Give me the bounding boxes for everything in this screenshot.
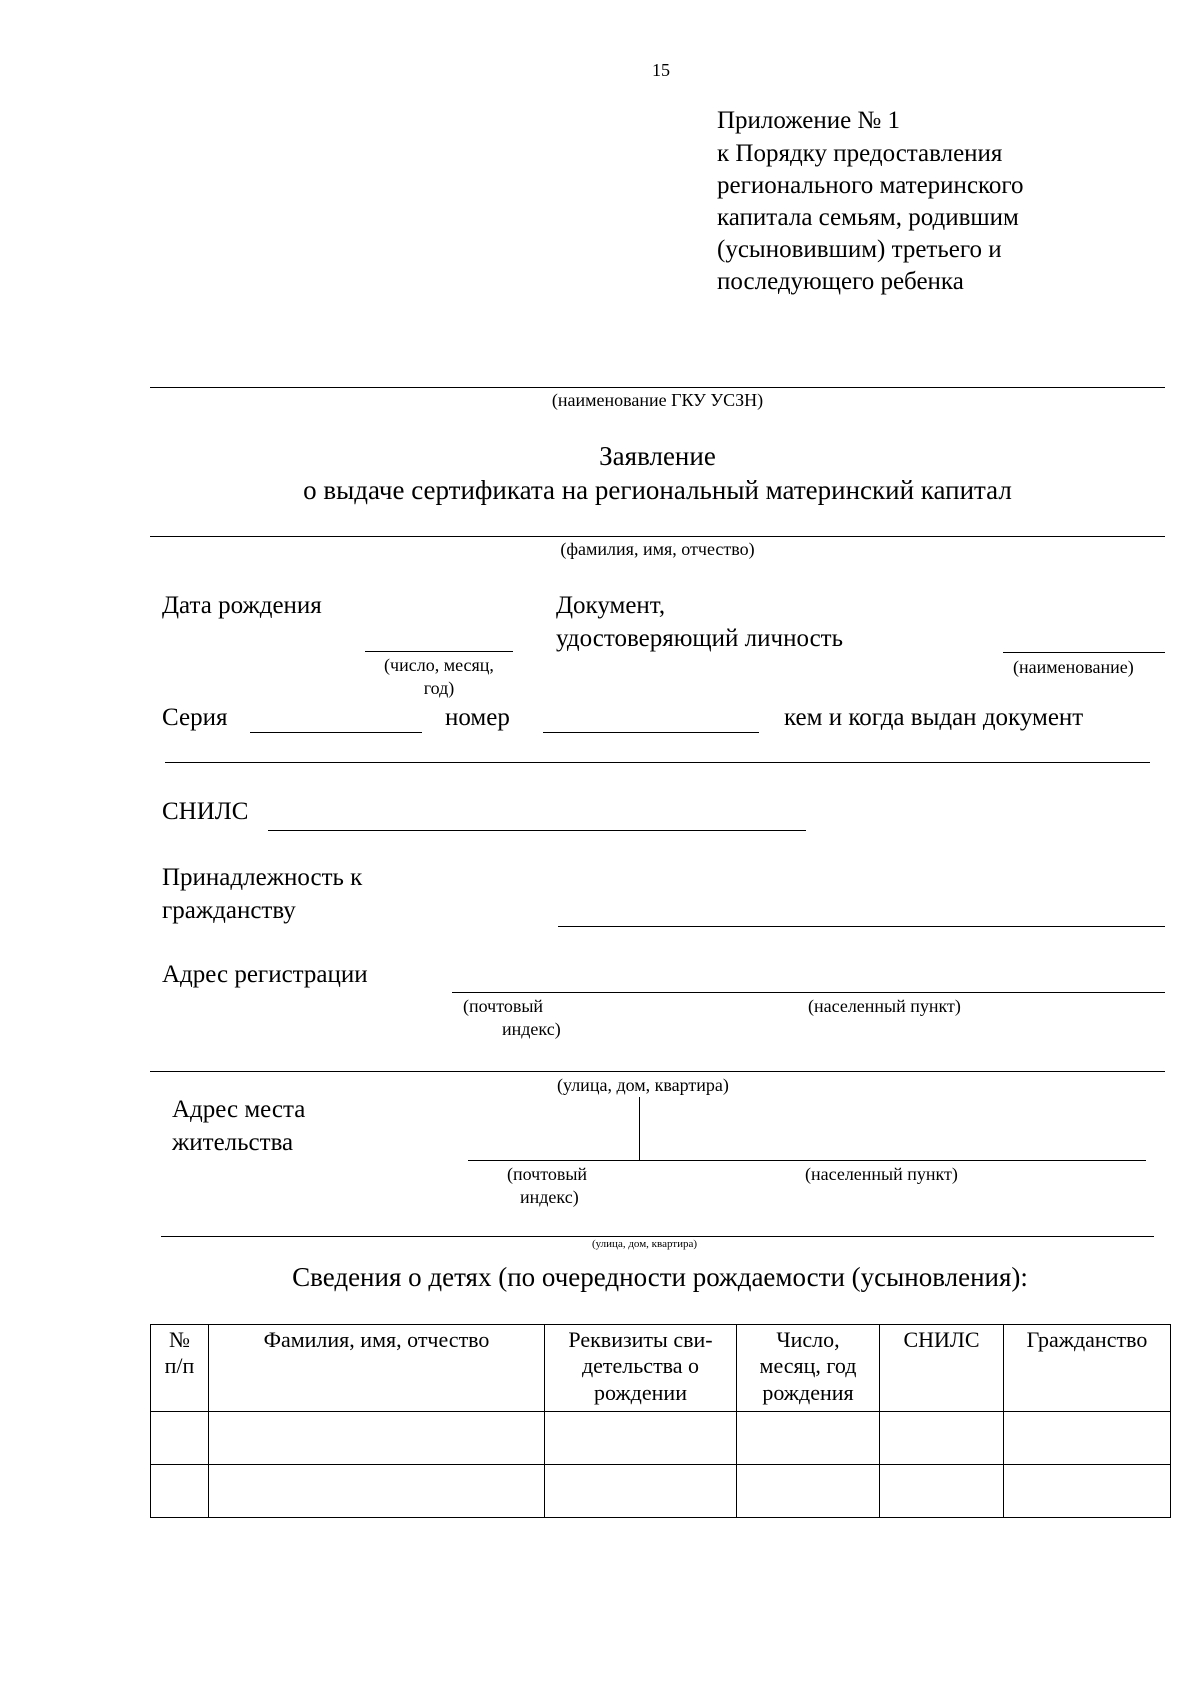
- issued-by-line[interactable]: [165, 762, 1150, 763]
- appendix-line: последующего ребенка: [717, 268, 964, 295]
- table-cell[interactable]: [737, 1412, 880, 1465]
- birth-date-line[interactable]: [365, 651, 513, 652]
- appendix-line: к Порядку предоставления: [717, 140, 1003, 167]
- org-name-caption: (наименование ГКУ УСЗН): [551, 390, 764, 410]
- registration-address-label: Адрес регистрации: [162, 961, 368, 988]
- form-subtitle: о выдаче сертификата на региональный материнский капитал: [303, 475, 1012, 505]
- table-cell[interactable]: [209, 1412, 545, 1465]
- table-cell[interactable]: [1004, 1465, 1171, 1518]
- birth-date-caption: (число, месяц,: [384, 655, 494, 675]
- table-header-row: [151, 1325, 1171, 1412]
- number-label: номер: [445, 704, 510, 731]
- table-cell[interactable]: [737, 1465, 880, 1518]
- table-cell[interactable]: [545, 1465, 737, 1518]
- column-header-number: № п/п: [151, 1325, 209, 1412]
- citizenship-label: Принадлежность к: [162, 864, 363, 891]
- issued-by-label: кем и когда выдан документ: [784, 704, 1084, 731]
- identity-doc-label: Документ,: [556, 592, 666, 619]
- page-number: 15: [652, 60, 670, 80]
- snils-label: СНИЛС: [162, 798, 249, 825]
- identity-doc-caption: (наименование): [1013, 657, 1134, 677]
- column-header-birth-date: Число, месяц, год рождения: [737, 1325, 880, 1412]
- residence-address-label: Адрес места: [172, 1096, 306, 1123]
- residence-postal-locality-line[interactable]: [468, 1160, 1146, 1161]
- residence-postal-caption: (почтовый: [507, 1164, 588, 1184]
- number-line[interactable]: [543, 732, 759, 733]
- residence-street-line[interactable]: [161, 1236, 1154, 1237]
- table-cell[interactable]: [209, 1465, 545, 1518]
- residence-locality-caption: (населенный пункт): [805, 1164, 958, 1184]
- identity-doc-line[interactable]: [1003, 652, 1165, 653]
- org-name-line[interactable]: [150, 387, 1165, 388]
- snils-line[interactable]: [268, 830, 806, 831]
- residence-postal-caption: индекс): [520, 1187, 579, 1207]
- registration-postal-locality-line[interactable]: [452, 992, 1165, 993]
- birth-date-label: Дата рождения: [162, 592, 322, 619]
- registration-postal-caption: (почтовый: [463, 996, 544, 1016]
- children-table: [150, 1324, 1171, 1518]
- column-header-citizenship: Гражданство: [1004, 1325, 1171, 1412]
- table-cell[interactable]: [151, 1465, 209, 1518]
- table-cell[interactable]: [1004, 1412, 1171, 1465]
- citizenship-label: гражданству: [162, 897, 296, 924]
- column-header-fio: Фамилия, имя, отчество: [209, 1325, 545, 1412]
- table-row: [151, 1465, 1171, 1518]
- table-cell[interactable]: [880, 1412, 1004, 1465]
- column-header-snils: СНИЛС: [880, 1325, 1004, 1412]
- appendix-line: Приложение № 1: [717, 107, 901, 134]
- residence-street-caption: (улица, дом, квартира): [592, 1238, 698, 1250]
- series-label: Серия: [162, 704, 228, 731]
- registration-locality-caption: (населенный пункт): [808, 996, 961, 1016]
- birth-date-caption: год): [423, 678, 455, 698]
- series-line[interactable]: [250, 732, 422, 733]
- registration-street-line[interactable]: [150, 1071, 1165, 1072]
- residence-address-label: жительства: [172, 1129, 294, 1156]
- table-cell[interactable]: [545, 1412, 737, 1465]
- table-cell[interactable]: [880, 1465, 1004, 1518]
- form-title: Заявление: [599, 441, 716, 471]
- table-cell[interactable]: [151, 1412, 209, 1465]
- fio-caption: (фамилия, имя, отчество): [560, 539, 755, 559]
- appendix-line: капитала семьям, родившим: [717, 204, 1019, 231]
- column-header-birth-certificate: Реквизиты сви- детельства о рождении: [545, 1325, 737, 1412]
- table-row: [151, 1412, 1171, 1465]
- citizenship-line[interactable]: [558, 926, 1165, 927]
- appendix-line: (усыновившим) третьего и: [717, 236, 1002, 263]
- identity-doc-label: удостоверяющий личность: [556, 625, 843, 652]
- appendix-line: регионального материнского: [717, 172, 1024, 199]
- fio-line[interactable]: [150, 536, 1165, 537]
- children-heading: Сведения о детях (по очередности рождаемости (усыновления):: [292, 1262, 1028, 1292]
- registration-street-caption: (улица, дом, квартира): [557, 1075, 729, 1095]
- registration-postal-caption: индекс): [502, 1019, 561, 1039]
- residence-divider: [639, 1097, 640, 1160]
